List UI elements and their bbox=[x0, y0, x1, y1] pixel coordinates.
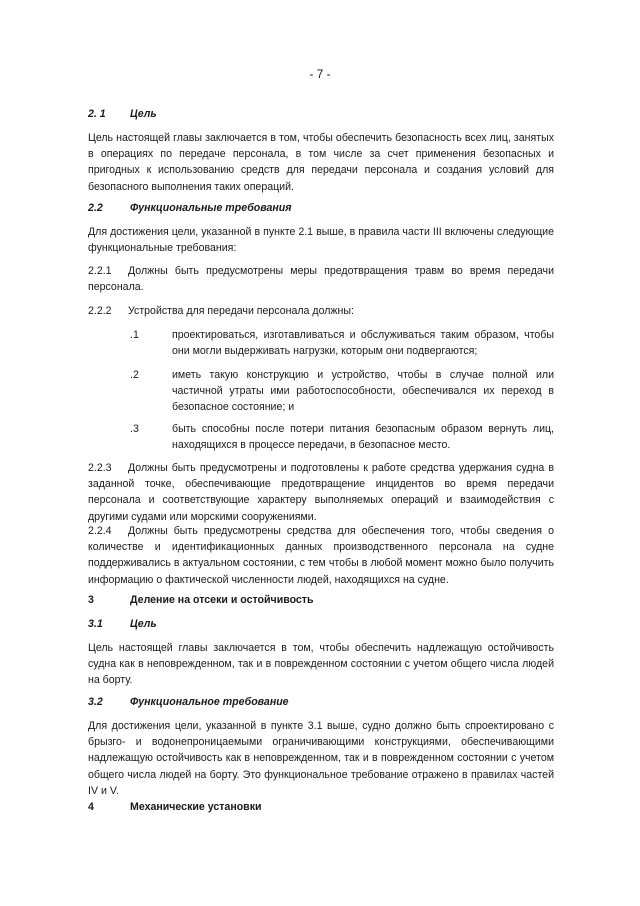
heading-3 bbox=[88, 593, 314, 607]
heading-number: 3 bbox=[88, 594, 94, 606]
list-item-text: иметь такую конструкцию и устройство, чтобы в случае полной или частичной утраты ими работоспособности, обеспечивался их переход в безопасное состояние; и bbox=[172, 369, 554, 414]
list-item-text: проектироваться, изготавливаться и обслуживаться таким образом, чтобы они могли выдерживать нагрузки, которым они подвергаются; bbox=[172, 329, 554, 358]
list-item bbox=[130, 367, 554, 416]
paragraph-text: Устройства для передачи персонала должны: bbox=[128, 305, 354, 317]
heading-2-1 bbox=[88, 107, 157, 121]
heading-title: Цель bbox=[130, 618, 157, 630]
paragraph-2-2: Для достижения цели, указанной в пункте 2.1 выше, в правила части III включены следующие функциональные требования: bbox=[88, 226, 554, 255]
heading-number: 2.2 bbox=[88, 202, 103, 214]
paragraph-3-2: Для достижения цели, указанной в пункте 3.1 выше, судно должно быть спроектировано с брызго- и водонепроницаемыми ограничивающими конструкциями, обеспечивающими надлежащую остойчивость как в неповрежденном, так и в поврежденном состоянии с учетом общего числа людей на борту. Это функциональное требование отражено в правилах частей IV и V. bbox=[88, 720, 554, 797]
heading-number: 3.2 bbox=[88, 696, 103, 708]
paragraph-number: 2.2.2 bbox=[88, 305, 112, 317]
paragraph-3-1: Цель настоящей главы заключается в том, чтобы обеспечить надлежащую остойчивость судна как в неповрежденном, так и в поврежденном состоянии с учетом общего числа людей на борту. bbox=[88, 642, 554, 687]
paragraph-2-2-4 bbox=[88, 523, 554, 588]
heading-number: 2. 1 bbox=[88, 108, 106, 120]
heading-title: Функциональные требования bbox=[130, 202, 292, 214]
list-item bbox=[130, 327, 554, 359]
page-number: - 7 - bbox=[309, 67, 331, 81]
heading-number: 4 bbox=[88, 801, 94, 813]
heading-title: Механические установки bbox=[130, 801, 262, 813]
paragraph-2-2-1 bbox=[88, 263, 554, 295]
heading-title: Функциональное требование bbox=[130, 696, 289, 708]
heading-number: 3.1 bbox=[88, 618, 103, 630]
paragraph-text: Должны быть предусмотрены и подготовлены к работе средства удержания судна в заданной точке, обеспечивающие предотвращение инцидентов во время передачи персонала и соответствующие характеру выполняемых операций и взаимодействия с другими судами или морскими сооружениями. bbox=[88, 462, 554, 523]
paragraph-2-2-2 bbox=[88, 303, 554, 319]
paragraph-number: 2.2.4 bbox=[88, 525, 112, 537]
heading-3-2 bbox=[88, 695, 289, 709]
paragraph-number: 2.2.3 bbox=[88, 462, 112, 474]
heading-4 bbox=[88, 800, 262, 814]
heading-title: Деление на отсеки и остойчивость bbox=[130, 594, 314, 606]
list-item-number: .2 bbox=[130, 369, 139, 381]
list-item bbox=[130, 421, 554, 453]
list-item-text: быть способны после потери питания безопасным образом вернуть лиц, находящихся в процессе передачи, в безопасное место. bbox=[172, 423, 554, 452]
heading-3-1 bbox=[88, 617, 157, 631]
paragraph-number: 2.2.1 bbox=[88, 265, 112, 277]
paragraph-text: Должны быть предусмотрены меры предотвращения травм во время передачи персонала. bbox=[88, 265, 554, 294]
list-item-number: .1 bbox=[130, 329, 139, 341]
list-item-number: .3 bbox=[130, 423, 139, 435]
paragraph-2-2-3 bbox=[88, 460, 554, 525]
paragraph-2-1: Цель настоящей главы заключается в том, чтобы обеспечить безопасность всех лиц, занятых в операциях по передаче персонала, в том числе за счет применения безопасных и пригодных к использованию средств для передачи персонала и создания условий для безопасного выполнения таких операций. bbox=[88, 132, 554, 193]
heading-title: Цель bbox=[130, 108, 157, 120]
paragraph-text: Должны быть предусмотрены средства для обеспечения того, чтобы сведения о количестве и идентификационных данных производственного персонала на судне поддерживались в актуальном состоянии, с тем чтобы в любой момент можно было получить информацию о фактической численности людей, находящихся на судне. bbox=[88, 525, 554, 586]
heading-2-2 bbox=[88, 201, 292, 215]
